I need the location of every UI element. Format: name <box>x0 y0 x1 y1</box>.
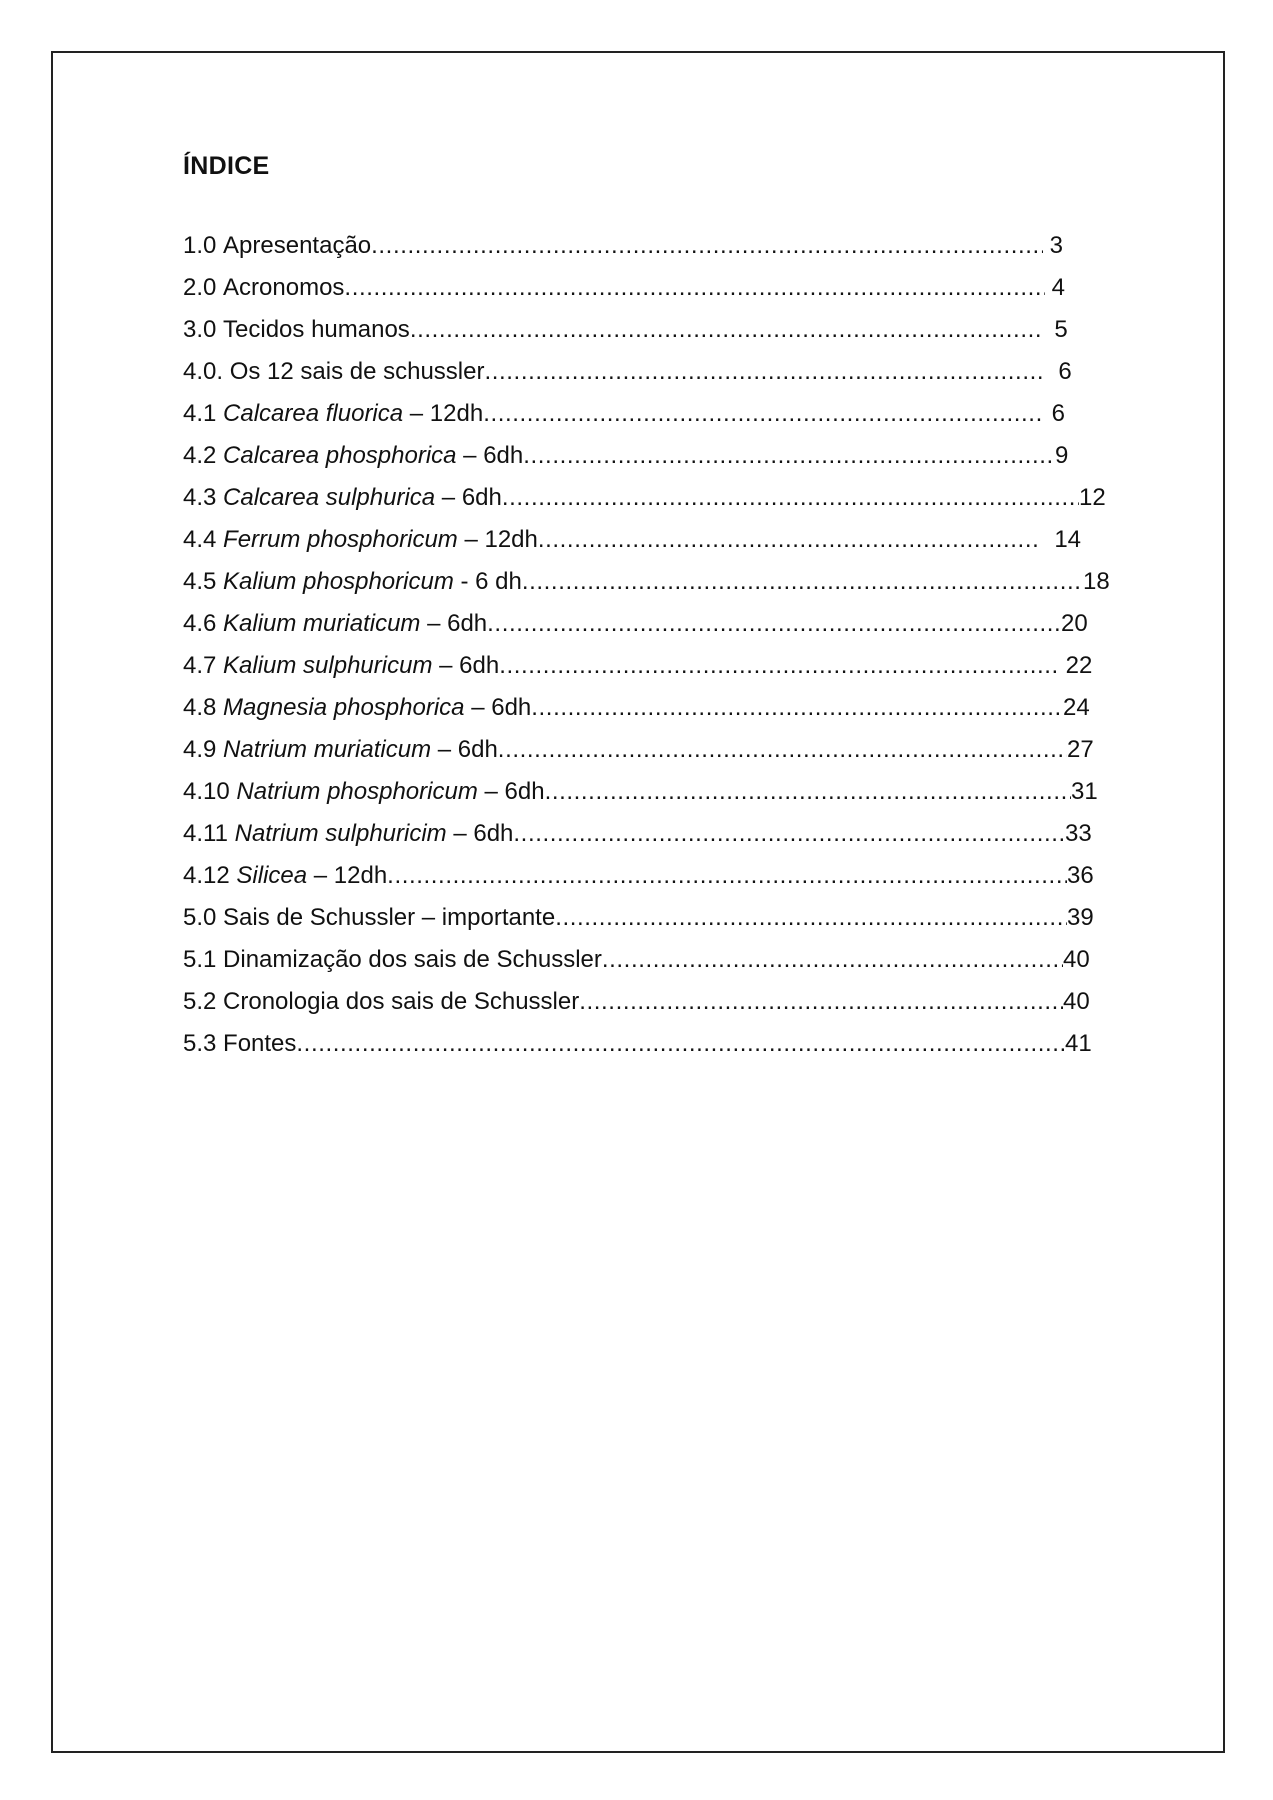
toc-entry-page: 18 <box>1083 568 1110 595</box>
toc-entry-title: Kalium sulphuricum <box>223 652 433 679</box>
toc-entry[interactable] <box>183 270 1110 312</box>
toc-entry[interactable] <box>183 564 1110 606</box>
toc-entry-page: 22 <box>1059 652 1093 679</box>
toc-entry-title: Kalium muriaticum <box>223 610 421 637</box>
toc-entry-leader <box>484 354 1045 390</box>
toc-entry-leader <box>371 228 1043 264</box>
toc-entry-leader <box>344 270 1045 306</box>
toc-entry-potency: - 6 dh <box>453 568 522 595</box>
toc-entry-number: 4.7 <box>183 652 224 679</box>
toc-entry-page: 41 <box>1065 1030 1092 1057</box>
toc-entry-page: 20 <box>1061 610 1088 637</box>
toc-entry-leader <box>502 480 1079 516</box>
toc-entry-potency: – 6dh <box>435 484 502 511</box>
toc-entry-leader <box>531 690 1063 726</box>
toc-entry[interactable] <box>183 480 1110 522</box>
toc-entry-page: 6 <box>1045 358 1072 385</box>
toc-entry-potency: – 6dh <box>446 820 514 847</box>
toc-list <box>183 228 1110 1068</box>
toc-entry-leader <box>487 606 1061 642</box>
toc-entry-title: Kalium phosphoricum <box>223 568 454 595</box>
toc-entry-number: 5.3 <box>183 1030 224 1057</box>
toc-entry[interactable] <box>183 1026 1110 1068</box>
toc-entry-title: Cronologia dos sais de Schussler <box>223 988 580 1015</box>
toc-entry-leader <box>499 648 1059 684</box>
toc-entry-leader <box>602 942 1063 978</box>
toc-entry[interactable] <box>183 984 1110 1026</box>
toc-entry-number: 4.5 <box>183 568 224 595</box>
toc-entry-page: 3 <box>1043 232 1064 259</box>
toc-entry[interactable] <box>183 690 1110 732</box>
toc-entry-leader <box>410 312 1041 348</box>
toc-entry[interactable] <box>183 648 1110 690</box>
toc-entry-page: 33 <box>1065 820 1092 847</box>
toc-entry[interactable] <box>183 606 1110 648</box>
toc-entry-title: Calcarea fluorica <box>223 400 404 427</box>
toc-entry-title: Magnesia phosphorica <box>223 694 465 721</box>
toc-entry-potency: – 6dh <box>464 694 532 721</box>
toc-entry[interactable] <box>183 312 1110 354</box>
toc-entry-page: 6 <box>1045 400 1066 427</box>
toc-entry[interactable] <box>183 522 1110 564</box>
toc-entry-number: 4.9 <box>183 736 224 763</box>
toc-entry-leader <box>579 984 1063 1020</box>
toc-entry-page: 40 <box>1063 988 1090 1015</box>
toc-entry-number: 1.0 <box>183 232 224 259</box>
toc-entry[interactable] <box>183 942 1110 984</box>
toc-entry-page: 9 <box>1055 442 1069 469</box>
toc-entry-number: 4.10 <box>183 778 237 805</box>
toc-entry-potency: – 6dh <box>477 778 545 805</box>
toc-entry[interactable] <box>183 900 1110 942</box>
toc-entry-page: 31 <box>1071 778 1098 805</box>
toc-entry-title: Calcarea phosphorica <box>223 442 457 469</box>
toc-entry-leader <box>513 816 1065 852</box>
toc-entry-title: Acronomos <box>223 274 345 301</box>
toc-entry-title: Natrium sulphuricim <box>234 820 447 847</box>
toc-entry-potency: – 12dh <box>307 862 388 889</box>
toc-entry[interactable] <box>183 816 1110 858</box>
toc-entry-leader <box>387 858 1067 894</box>
toc-entry-leader <box>523 438 1055 474</box>
toc-entry-title: Natrium phosphoricum <box>236 778 478 805</box>
toc-entry-page: 40 <box>1063 946 1090 973</box>
toc-entry-title: Os 12 sais de schussler <box>229 358 485 385</box>
toc-entry-page: 36 <box>1067 862 1094 889</box>
toc-entry[interactable] <box>183 774 1110 816</box>
toc-entry-potency: – 6dh <box>432 652 500 679</box>
toc-entry-title: Fontes <box>223 1030 297 1057</box>
toc-entry-number: 5.2 <box>183 988 224 1015</box>
toc-entry-number: 4.3 <box>183 484 224 511</box>
toc-entry-page: 4 <box>1045 274 1066 301</box>
toc-entry-title: Sais de Schussler – importante <box>223 904 556 931</box>
toc-entry-leader <box>545 774 1071 810</box>
toc-entry-leader <box>522 564 1083 600</box>
toc-entry-page: 39 <box>1067 904 1094 931</box>
toc-entry-number: 4.4 <box>183 526 224 553</box>
toc-entry-potency: – 6dh <box>420 610 488 637</box>
toc-entry[interactable] <box>183 858 1110 900</box>
toc-entry-page: 27 <box>1067 736 1094 763</box>
toc-entry-title: Tecidos humanos <box>223 316 410 343</box>
toc-entry-number: 4.1 <box>183 400 224 427</box>
toc-entry[interactable] <box>183 354 1110 396</box>
toc-entry-leader <box>483 396 1045 432</box>
toc-entry-number: 4.6 <box>183 610 224 637</box>
toc-entry[interactable] <box>183 732 1110 774</box>
toc-entry-number: 2.0 <box>183 274 224 301</box>
toc-entry-leader <box>555 900 1067 936</box>
toc-entry[interactable] <box>183 228 1110 270</box>
toc-entry-title: Dinamização dos sais de Schussler <box>223 946 602 973</box>
toc-entry-page: 24 <box>1063 694 1090 721</box>
toc-entry-number: 5.0 <box>183 904 224 931</box>
toc-entry-number: 4.8 <box>183 694 224 721</box>
toc-entry-leader <box>296 1026 1065 1062</box>
toc-entry-number: 5.1 <box>183 946 224 973</box>
toc-entry-title: Natrium muriaticum <box>223 736 432 763</box>
toc-entry-potency: – 12dh <box>403 400 484 427</box>
toc-entry-title: Silicea <box>236 862 308 889</box>
toc-entry-page: 12 <box>1079 484 1106 511</box>
toc-entry-page: 14 <box>1041 526 1082 553</box>
toc-entry-number: 4.12 <box>183 862 237 889</box>
toc-entry-potency: – 6dh <box>431 736 498 763</box>
toc-entry[interactable] <box>183 396 1110 438</box>
toc-entry-potency: – 6dh <box>456 442 524 469</box>
toc-entry-number: 3.0 <box>183 316 224 343</box>
toc-entry-leader <box>538 522 1041 558</box>
toc-entry-title: Apresentação <box>223 232 372 259</box>
toc-entry-number: 4.11 <box>183 820 235 847</box>
toc-entry-leader <box>498 732 1067 768</box>
toc-entry[interactable] <box>183 438 1110 480</box>
toc-entry-title: Calcarea sulphurica <box>223 484 436 511</box>
toc-entry-number: 4.2 <box>183 442 224 469</box>
toc-entry-title: Ferrum phosphoricum <box>223 526 458 553</box>
toc-entry-page: 5 <box>1041 316 1068 343</box>
toc-entry-potency: – 12dh <box>457 526 538 553</box>
toc-entry-number: 4.0. <box>183 358 230 385</box>
toc-heading: ÍNDICE <box>183 152 270 180</box>
